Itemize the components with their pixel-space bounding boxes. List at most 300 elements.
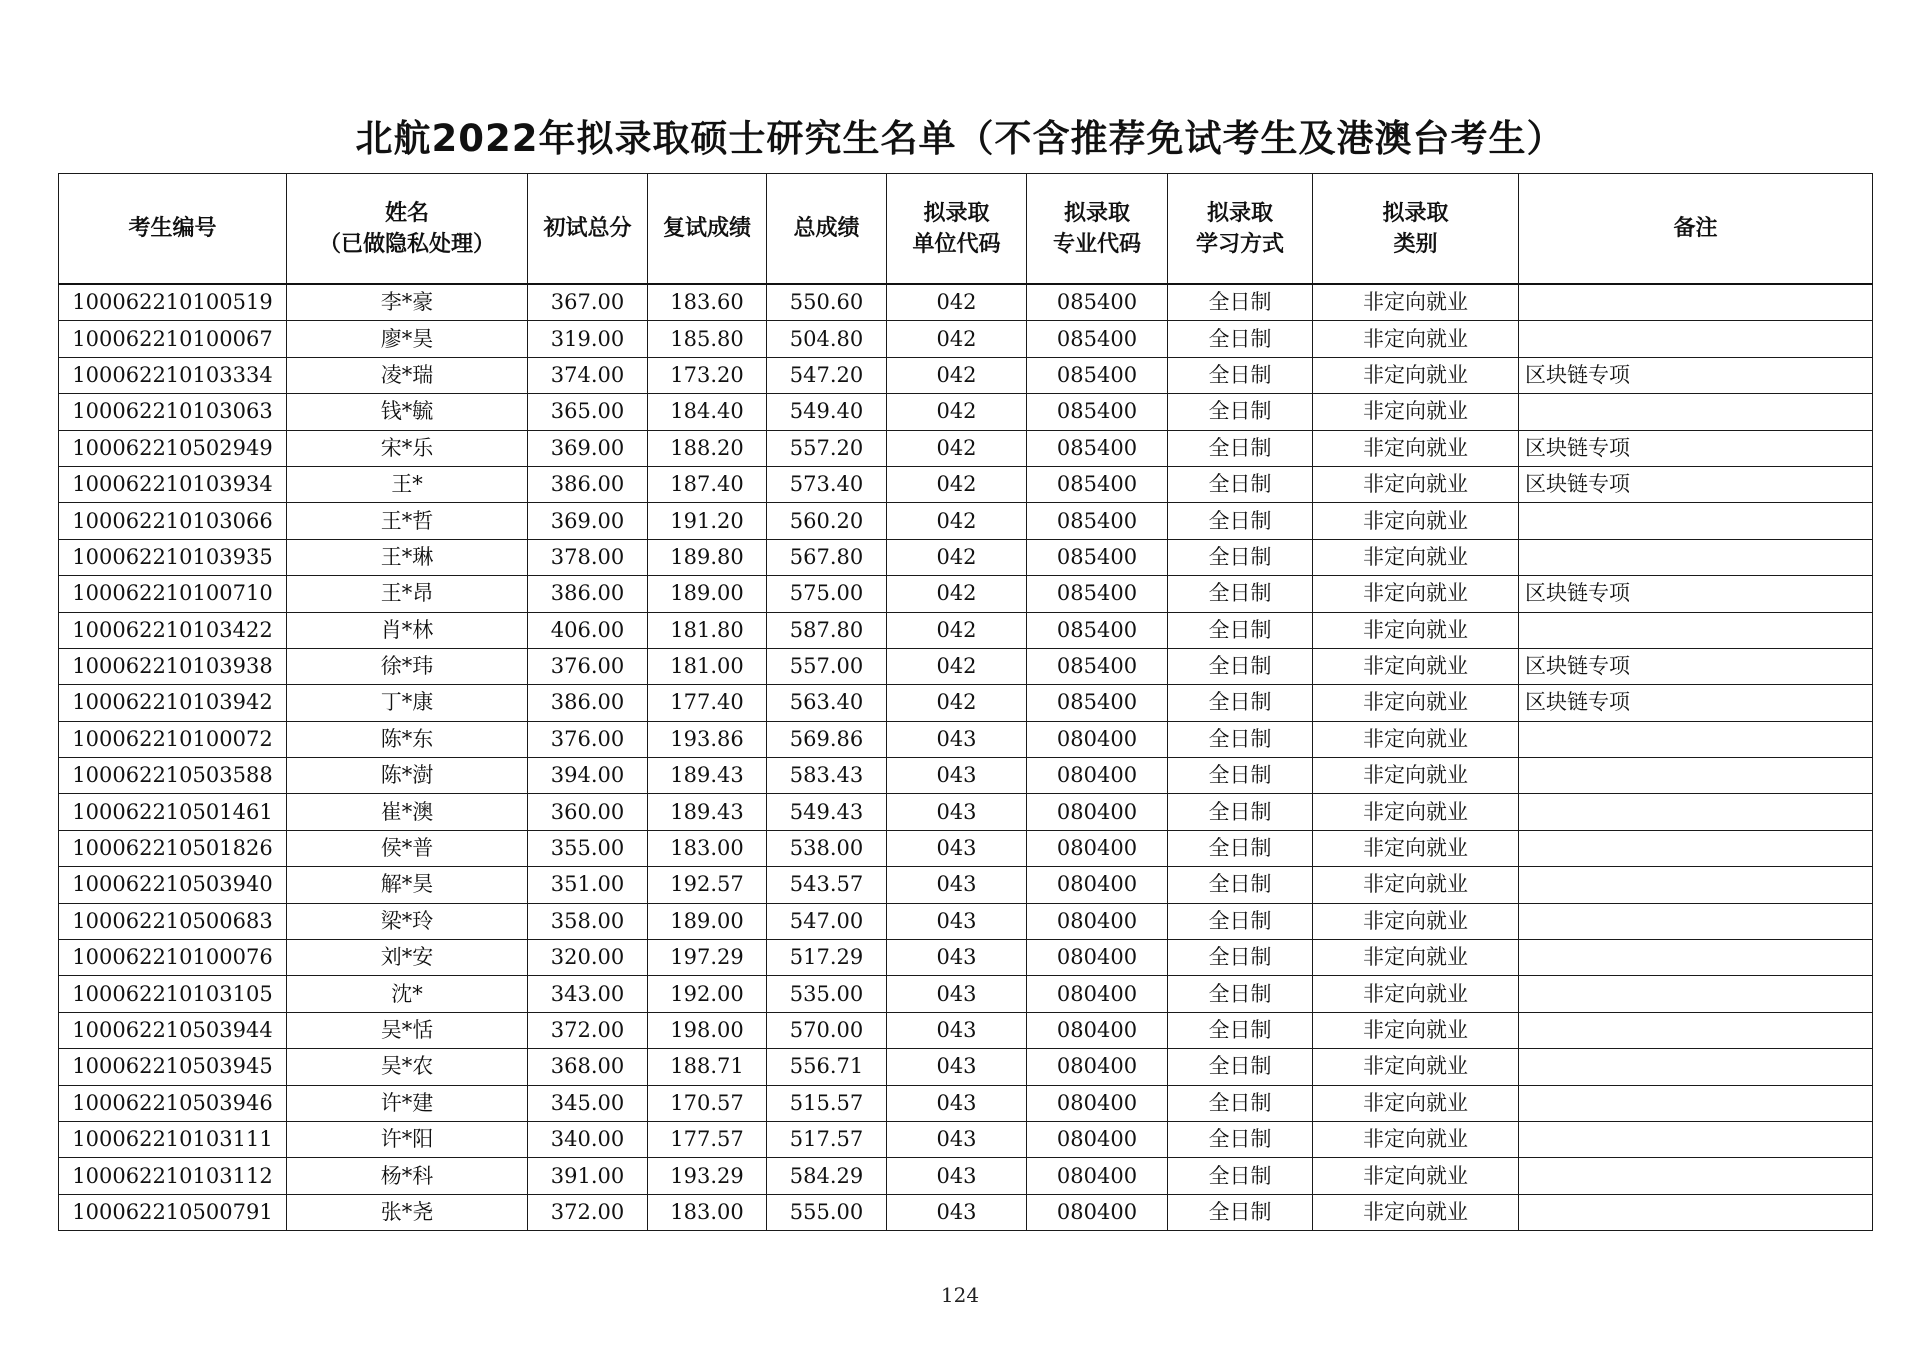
- cell-retest-score: 198.00: [648, 1012, 767, 1048]
- cell-name: 徐*玮: [287, 648, 528, 684]
- column-header-line: 拟录取: [1206, 200, 1273, 226]
- column-header-line: 拟录取: [1382, 200, 1449, 226]
- cell-admission-type: 非定向就业: [1313, 976, 1519, 1012]
- cell-major-code: 080400: [1027, 794, 1168, 830]
- cell-admission-type: 非定向就业: [1313, 1085, 1519, 1121]
- cell-total-score: 504.80: [767, 321, 887, 357]
- cell-exam-id: 100062210500791: [59, 1194, 287, 1230]
- table-row: [59, 903, 1873, 939]
- cell-unit-code: 042: [887, 430, 1027, 466]
- cell-major-code: 080400: [1027, 903, 1168, 939]
- cell-initial-score: 369.00: [528, 503, 648, 539]
- column-header-retest-score: [648, 174, 767, 285]
- cell-study-mode: 全日制: [1168, 940, 1313, 976]
- table-row: [59, 1121, 1873, 1157]
- cell-unit-code: 043: [887, 758, 1027, 794]
- table-row: [59, 648, 1873, 684]
- cell-retest-score: 189.43: [648, 758, 767, 794]
- cell-initial-score: 320.00: [528, 940, 648, 976]
- cell-unit-code: 043: [887, 1121, 1027, 1157]
- cell-total-score: 549.43: [767, 794, 887, 830]
- cell-remarks: [1519, 867, 1873, 903]
- table-row: [59, 940, 1873, 976]
- cell-initial-score: 394.00: [528, 758, 648, 794]
- cell-major-code: 080400: [1027, 1012, 1168, 1048]
- cell-study-mode: 全日制: [1168, 867, 1313, 903]
- cell-admission-type: 非定向就业: [1313, 612, 1519, 648]
- cell-total-score: 535.00: [767, 976, 887, 1012]
- cell-initial-score: 406.00: [528, 612, 648, 648]
- cell-retest-score: 188.71: [648, 1049, 767, 1085]
- cell-exam-id: 100062210100072: [59, 721, 287, 757]
- cell-study-mode: 全日制: [1168, 539, 1313, 575]
- cell-study-mode: 全日制: [1168, 976, 1313, 1012]
- cell-unit-code: 043: [887, 1012, 1027, 1048]
- cell-major-code: 085400: [1027, 284, 1168, 321]
- cell-study-mode: 全日制: [1168, 576, 1313, 612]
- cell-unit-code: 042: [887, 321, 1027, 357]
- cell-study-mode: 全日制: [1168, 1085, 1313, 1121]
- table-row: [59, 503, 1873, 539]
- cell-study-mode: 全日制: [1168, 1049, 1313, 1085]
- cell-major-code: 085400: [1027, 503, 1168, 539]
- cell-total-score: 563.40: [767, 685, 887, 721]
- cell-exam-id: 100062210100076: [59, 940, 287, 976]
- cell-major-code: 085400: [1027, 394, 1168, 430]
- cell-initial-score: 367.00: [528, 284, 648, 321]
- cell-initial-score: 340.00: [528, 1121, 648, 1157]
- cell-study-mode: 全日制: [1168, 794, 1313, 830]
- cell-admission-type: 非定向就业: [1313, 539, 1519, 575]
- cell-admission-type: 非定向就业: [1313, 394, 1519, 430]
- cell-remarks: [1519, 612, 1873, 648]
- cell-study-mode: 全日制: [1168, 1158, 1313, 1194]
- cell-initial-score: 358.00: [528, 903, 648, 939]
- cell-initial-score: 360.00: [528, 794, 648, 830]
- cell-retest-score: 189.80: [648, 539, 767, 575]
- cell-exam-id: 10006221010051​9: [59, 284, 287, 321]
- table-row: [59, 794, 1873, 830]
- cell-total-score: 584.29: [767, 1158, 887, 1194]
- cell-initial-score: 376.00: [528, 648, 648, 684]
- cell-remarks: 区块链专项: [1519, 648, 1873, 684]
- column-header-line: 初试总分: [543, 216, 632, 241]
- cell-remarks: 区块链专项: [1519, 430, 1873, 466]
- cell-admission-type: 非定向就业: [1313, 357, 1519, 393]
- cell-retest-score: 189.43: [648, 794, 767, 830]
- cell-unit-code: 043: [887, 903, 1027, 939]
- cell-unit-code: 042: [887, 503, 1027, 539]
- cell-admission-type: 非定向就业: [1313, 830, 1519, 866]
- cell-total-score: 543.57: [767, 867, 887, 903]
- cell-name: 吴*恬: [287, 1012, 528, 1048]
- table-body: [59, 284, 1873, 1231]
- table-row: [59, 1085, 1873, 1121]
- cell-unit-code: 043: [887, 1085, 1027, 1121]
- cell-total-score: 573.40: [767, 466, 887, 502]
- cell-major-code: 085400: [1027, 648, 1168, 684]
- cell-name: 凌*瑞: [287, 357, 528, 393]
- cell-remarks: [1519, 394, 1873, 430]
- cell-unit-code: 042: [887, 357, 1027, 393]
- cell-initial-score: 368.00: [528, 1049, 648, 1085]
- column-header-line: 专业代码: [1052, 231, 1141, 257]
- cell-retest-score: 177.57: [648, 1121, 767, 1157]
- cell-major-code: 080400: [1027, 1158, 1168, 1194]
- cell-total-score: 538.00: [767, 830, 887, 866]
- cell-unit-code: 042: [887, 539, 1027, 575]
- cell-unit-code: 042: [887, 466, 1027, 502]
- cell-retest-score: 189.00: [648, 903, 767, 939]
- cell-total-score: 549.40: [767, 394, 887, 430]
- table-row: [59, 357, 1873, 393]
- cell-remarks: [1519, 1194, 1873, 1230]
- cell-name: 王*: [287, 466, 528, 502]
- cell-major-code: 085400: [1027, 430, 1168, 466]
- column-header-study-mode: [1168, 174, 1313, 285]
- cell-retest-score: 188.20: [648, 430, 767, 466]
- cell-total-score: 555.00: [767, 1194, 887, 1230]
- cell-initial-score: 355.00: [528, 830, 648, 866]
- column-header-total-score: [767, 174, 887, 285]
- cell-admission-type: 非定向就业: [1313, 321, 1519, 357]
- cell-retest-score: 197.29: [648, 940, 767, 976]
- cell-study-mode: 全日制: [1168, 1121, 1313, 1157]
- cell-total-score: 570.00: [767, 1012, 887, 1048]
- cell-remarks: 区块链专项: [1519, 466, 1873, 502]
- cell-name: 王*哲: [287, 503, 528, 539]
- cell-exam-id: 100062210103938: [59, 648, 287, 684]
- cell-total-score: 547.00: [767, 903, 887, 939]
- cell-study-mode: 全日制: [1168, 903, 1313, 939]
- table-row: [59, 1012, 1873, 1048]
- column-header-admission-type: [1313, 174, 1519, 285]
- cell-remarks: [1519, 721, 1873, 757]
- cell-retest-score: 185.80: [648, 321, 767, 357]
- cell-retest-score: 193.29: [648, 1158, 767, 1194]
- cell-name: 李*豪: [287, 284, 528, 321]
- column-header-initial-score: [528, 174, 648, 285]
- cell-initial-score: 319.00: [528, 321, 648, 357]
- table-row: [59, 685, 1873, 721]
- cell-remarks: [1519, 539, 1873, 575]
- cell-admission-type: 非定向就业: [1313, 284, 1519, 321]
- cell-retest-score: 173.20: [648, 357, 767, 393]
- cell-total-score: 567.80: [767, 539, 887, 575]
- cell-name: 宋*乐: [287, 430, 528, 466]
- cell-name: 肖*林: [287, 612, 528, 648]
- cell-major-code: 080400: [1027, 1194, 1168, 1230]
- cell-remarks: [1519, 758, 1873, 794]
- cell-admission-type: 非定向就业: [1313, 430, 1519, 466]
- cell-total-score: 560.20: [767, 503, 887, 539]
- cell-admission-type: 非定向就业: [1313, 758, 1519, 794]
- cell-exam-id: 100062210100067: [59, 321, 287, 357]
- cell-study-mode: 全日制: [1168, 503, 1313, 539]
- cell-name: 沈*: [287, 976, 528, 1012]
- column-header-line: 备注: [1673, 216, 1718, 241]
- cell-study-mode: 全日制: [1168, 394, 1313, 430]
- column-header-remarks: [1519, 174, 1873, 285]
- cell-exam-id: 100062210501461: [59, 794, 287, 830]
- table-row: [59, 1049, 1873, 1085]
- cell-total-score: 587.80: [767, 612, 887, 648]
- cell-exam-id: 100062210503940: [59, 867, 287, 903]
- cell-remarks: [1519, 940, 1873, 976]
- cell-admission-type: 非定向就业: [1313, 1049, 1519, 1085]
- cell-name: 丁*康: [287, 685, 528, 721]
- cell-exam-id: 100062210103105: [59, 976, 287, 1012]
- cell-name: 王*昂: [287, 576, 528, 612]
- cell-major-code: 080400: [1027, 721, 1168, 757]
- cell-study-mode: 全日制: [1168, 1194, 1313, 1230]
- cell-name: 陈*澍: [287, 758, 528, 794]
- cell-major-code: 080400: [1027, 867, 1168, 903]
- cell-admission-type: 非定向就业: [1313, 466, 1519, 502]
- cell-retest-score: 181.80: [648, 612, 767, 648]
- cell-exam-id: 100062210103111: [59, 1121, 287, 1157]
- cell-exam-id: 100062210500683: [59, 903, 287, 939]
- cell-admission-type: 非定向就业: [1313, 1194, 1519, 1230]
- table-row: [59, 1158, 1873, 1194]
- cell-admission-type: 非定向就业: [1313, 940, 1519, 976]
- cell-unit-code: 043: [887, 976, 1027, 1012]
- cell-initial-score: 386.00: [528, 466, 648, 502]
- cell-study-mode: 全日制: [1168, 648, 1313, 684]
- cell-study-mode: 全日制: [1168, 830, 1313, 866]
- cell-retest-score: 183.60: [648, 284, 767, 321]
- table-row: [59, 539, 1873, 575]
- cell-total-score: 569.86: [767, 721, 887, 757]
- cell-exam-id: 100062210503945: [59, 1049, 287, 1085]
- cell-retest-score: 177.40: [648, 685, 767, 721]
- column-header-line: 学习方式: [1195, 231, 1284, 257]
- cell-total-score: 517.29: [767, 940, 887, 976]
- cell-admission-type: 非定向就业: [1313, 1158, 1519, 1194]
- cell-remarks: [1519, 503, 1873, 539]
- cell-total-score: 557.00: [767, 648, 887, 684]
- cell-admission-type: 非定向就业: [1313, 1012, 1519, 1048]
- cell-exam-id: 100062210503946: [59, 1085, 287, 1121]
- cell-unit-code: 043: [887, 867, 1027, 903]
- cell-name: 杨*科: [287, 1158, 528, 1194]
- table-row: [59, 284, 1873, 321]
- cell-retest-score: 187.40: [648, 466, 767, 502]
- table-row: [59, 466, 1873, 502]
- table-row: [59, 830, 1873, 866]
- cell-name: 刘*安: [287, 940, 528, 976]
- cell-total-score: 515.57: [767, 1085, 887, 1121]
- cell-unit-code: 043: [887, 830, 1027, 866]
- column-header-line: （已做隐私处理）: [318, 231, 495, 257]
- cell-admission-type: 非定向就业: [1313, 867, 1519, 903]
- cell-name: 侯*普: [287, 830, 528, 866]
- cell-remarks: [1519, 903, 1873, 939]
- cell-name: 陈*东: [287, 721, 528, 757]
- cell-remarks: [1519, 1085, 1873, 1121]
- cell-name: 解*昊: [287, 867, 528, 903]
- cell-retest-score: 192.57: [648, 867, 767, 903]
- cell-major-code: 080400: [1027, 1121, 1168, 1157]
- cell-remarks: [1519, 284, 1873, 321]
- cell-name: 梁*玲: [287, 903, 528, 939]
- cell-exam-id: 100062210100710: [59, 576, 287, 612]
- cell-remarks: 区块链专项: [1519, 685, 1873, 721]
- cell-exam-id: 100062210103935: [59, 539, 287, 575]
- cell-remarks: [1519, 1049, 1873, 1085]
- cell-name: 廖*昊: [287, 321, 528, 357]
- cell-exam-id: 100062210103066: [59, 503, 287, 539]
- cell-study-mode: 全日制: [1168, 321, 1313, 357]
- cell-total-score: 556.71: [767, 1049, 887, 1085]
- cell-unit-code: 042: [887, 685, 1027, 721]
- cell-initial-score: 343.00: [528, 976, 648, 1012]
- cell-admission-type: 非定向就业: [1313, 503, 1519, 539]
- cell-study-mode: 全日制: [1168, 466, 1313, 502]
- cell-admission-type: 非定向就业: [1313, 903, 1519, 939]
- cell-remarks: [1519, 321, 1873, 357]
- cell-total-score: 575.00: [767, 576, 887, 612]
- cell-unit-code: 043: [887, 1194, 1027, 1230]
- cell-admission-type: 非定向就业: [1313, 648, 1519, 684]
- table-row: [59, 721, 1873, 757]
- column-header-line: 考生编号: [128, 216, 217, 241]
- cell-exam-id: 100062210501826: [59, 830, 287, 866]
- cell-unit-code: 043: [887, 721, 1027, 757]
- cell-admission-type: 非定向就业: [1313, 1121, 1519, 1157]
- cell-study-mode: 全日制: [1168, 357, 1313, 393]
- cell-initial-score: 372.00: [528, 1012, 648, 1048]
- cell-unit-code: 042: [887, 284, 1027, 321]
- cell-major-code: 080400: [1027, 1085, 1168, 1121]
- cell-total-score: 547.20: [767, 357, 887, 393]
- cell-initial-score: 386.00: [528, 685, 648, 721]
- cell-name: 许*建: [287, 1085, 528, 1121]
- cell-retest-score: 184.40: [648, 394, 767, 430]
- cell-initial-score: 374.00: [528, 357, 648, 393]
- cell-major-code: 085400: [1027, 321, 1168, 357]
- column-header-line: 类别: [1393, 231, 1438, 257]
- cell-initial-score: 372.00: [528, 1194, 648, 1230]
- cell-total-score: 517.57: [767, 1121, 887, 1157]
- table-row: [59, 867, 1873, 903]
- cell-remarks: 区块链专项: [1519, 576, 1873, 612]
- cell-initial-score: 351.00: [528, 867, 648, 903]
- table-row: [59, 758, 1873, 794]
- column-header-line: 拟录取: [923, 200, 990, 226]
- cell-exam-id: 100062210103422: [59, 612, 287, 648]
- admission-list-table: [58, 173, 1873, 1231]
- cell-exam-id: 100062210103112: [59, 1158, 287, 1194]
- cell-retest-score: 181.00: [648, 648, 767, 684]
- cell-remarks: [1519, 976, 1873, 1012]
- cell-name: 许*阳: [287, 1121, 528, 1157]
- cell-total-score: 557.20: [767, 430, 887, 466]
- cell-initial-score: 391.00: [528, 1158, 648, 1194]
- cell-unit-code: 042: [887, 648, 1027, 684]
- cell-unit-code: 042: [887, 576, 1027, 612]
- cell-retest-score: 170.57: [648, 1085, 767, 1121]
- table-row: [59, 976, 1873, 1012]
- cell-initial-score: 376.00: [528, 721, 648, 757]
- cell-total-score: 550.60: [767, 284, 887, 321]
- table-row: [59, 612, 1873, 648]
- cell-unit-code: 042: [887, 612, 1027, 648]
- table-row: [59, 430, 1873, 466]
- cell-unit-code: 042: [887, 394, 1027, 430]
- cell-remarks: [1519, 794, 1873, 830]
- cell-admission-type: 非定向就业: [1313, 794, 1519, 830]
- cell-retest-score: 183.00: [648, 830, 767, 866]
- column-header-line: 复试成绩: [662, 216, 751, 241]
- cell-name: 张*尧: [287, 1194, 528, 1230]
- cell-total-score: 583.43: [767, 758, 887, 794]
- cell-major-code: 085400: [1027, 466, 1168, 502]
- table-row: [59, 321, 1873, 357]
- cell-initial-score: 378.00: [528, 539, 648, 575]
- cell-exam-id: 100062210103063: [59, 394, 287, 430]
- cell-retest-score: 192.00: [648, 976, 767, 1012]
- cell-study-mode: 全日制: [1168, 1012, 1313, 1048]
- cell-study-mode: 全日制: [1168, 758, 1313, 794]
- cell-name: 钱*毓: [287, 394, 528, 430]
- cell-study-mode: 全日制: [1168, 685, 1313, 721]
- cell-name: 崔*澳: [287, 794, 528, 830]
- cell-name: 吴*农: [287, 1049, 528, 1085]
- cell-exam-id: 100062210503944: [59, 1012, 287, 1048]
- cell-retest-score: 193.86: [648, 721, 767, 757]
- cell-unit-code: 043: [887, 794, 1027, 830]
- cell-study-mode: 全日制: [1168, 612, 1313, 648]
- cell-major-code: 080400: [1027, 1049, 1168, 1085]
- cell-remarks: [1519, 1012, 1873, 1048]
- column-header-line: 总成绩: [793, 216, 860, 241]
- cell-initial-score: 369.00: [528, 430, 648, 466]
- cell-unit-code: 043: [887, 1158, 1027, 1194]
- column-header-line: 姓名: [384, 200, 429, 226]
- cell-admission-type: 非定向就业: [1313, 721, 1519, 757]
- cell-retest-score: 191.20: [648, 503, 767, 539]
- table-row: [59, 394, 1873, 430]
- column-header-line: 单位代码: [912, 231, 1001, 257]
- cell-major-code: 080400: [1027, 940, 1168, 976]
- page-number: 124: [940, 1283, 980, 1307]
- cell-admission-type: 非定向就业: [1313, 685, 1519, 721]
- column-header-name: [287, 174, 528, 285]
- column-header-unit-code: [887, 174, 1027, 285]
- cell-major-code: 080400: [1027, 976, 1168, 1012]
- table-row: [59, 1194, 1873, 1230]
- table-header-row: [59, 174, 1873, 285]
- cell-unit-code: 043: [887, 1049, 1027, 1085]
- column-header-major-code: [1027, 174, 1168, 285]
- cell-retest-score: 183.00: [648, 1194, 767, 1230]
- cell-major-code: 080400: [1027, 758, 1168, 794]
- cell-major-code: 085400: [1027, 612, 1168, 648]
- cell-remarks: [1519, 1121, 1873, 1157]
- cell-major-code: 085400: [1027, 685, 1168, 721]
- cell-study-mode: 全日制: [1168, 721, 1313, 757]
- cell-remarks: [1519, 1158, 1873, 1194]
- cell-exam-id: 100062210103334: [59, 357, 287, 393]
- table-row: [59, 576, 1873, 612]
- cell-initial-score: 345.00: [528, 1085, 648, 1121]
- column-header-line: 拟录取: [1063, 200, 1130, 226]
- cell-name: 王*琳: [287, 539, 528, 575]
- cell-admission-type: 非定向就业: [1313, 576, 1519, 612]
- cell-initial-score: 386.00: [528, 576, 648, 612]
- cell-exam-id: 100062210503588: [59, 758, 287, 794]
